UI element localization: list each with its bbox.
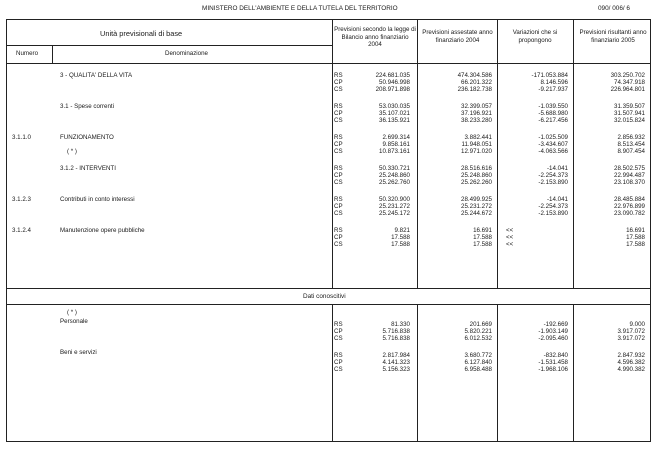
row-flag: CP (334, 110, 343, 118)
cell-variazioni: -2.095.460 (538, 335, 568, 343)
group-title: Unità previsionali di base (100, 29, 183, 38)
dati-title: Dati conoscitivi (303, 293, 346, 300)
cell-previsioni-2005: 31.507.941 (614, 110, 645, 118)
cell-previsioni-bilancio: 5.156.323 (382, 366, 410, 374)
cell-previsioni-2005: 17.588 (626, 234, 645, 242)
cell-variazioni: -6.217.456 (538, 117, 568, 125)
cell-variazioni: << (506, 234, 514, 242)
row-label: Contributi in conto interessi (60, 196, 135, 203)
cell-previsioni-bilancio: 25.262.760 (379, 179, 410, 187)
cell-variazioni: -2.153.890 (538, 210, 568, 218)
row-flag: CP (334, 79, 343, 87)
col2-rule-2 (417, 304, 418, 442)
row-number: 3.1.2.3 (12, 196, 31, 203)
row-label: FUNZIONAMENTO (60, 134, 114, 141)
cell-previsioni-2005: 303.250.702 (610, 72, 645, 79)
cell-previsioni-2005: 23.090.782 (614, 210, 645, 218)
cell-previsioni-assestate: 66.201.322 (461, 79, 492, 87)
row-flag: RS (334, 321, 343, 328)
col-header-variazioni: Variazioni che si propongono (512, 29, 558, 44)
col4-rule-2 (573, 304, 574, 442)
dati-bottom-rule (6, 304, 651, 305)
row-flag: CS (334, 148, 343, 156)
cell-variazioni: 8.146.596 (540, 79, 568, 87)
cell-previsioni-2005: 22.976.899 (614, 203, 645, 211)
cell-previsioni-bilancio: 50.320.900 (379, 196, 410, 203)
cell-previsioni-bilancio: 224.681.035 (375, 72, 410, 79)
numero-col-rule (52, 45, 53, 63)
row-flag: CP (334, 359, 343, 367)
cell-previsioni-2005: 16.691 (626, 227, 645, 234)
cell-previsioni-assestate: 32.399.057 (461, 103, 492, 110)
col-numero: Numero (16, 50, 39, 57)
row-label: 3.1.2 - INTERVENTI (60, 165, 116, 172)
cell-variazioni: -14.041 (547, 165, 568, 172)
col-header-previsioni-bilancio: Previsioni secondo la legge di Bilancio anno finanziario 2004 (334, 26, 416, 49)
header-subrule (6, 45, 332, 46)
flag-col-rule-2 (332, 304, 333, 442)
row-flag: RS (334, 103, 343, 110)
cell-previsioni-bilancio: 50.330.721 (379, 165, 410, 172)
cell-previsioni-2005: 8.513.454 (617, 141, 645, 149)
cell-previsioni-assestate: 38.233.280 (461, 117, 492, 125)
row-flag: CP (334, 141, 343, 149)
cell-previsioni-bilancio: 10.873.161 (379, 148, 410, 156)
cell-previsioni-assestate: 28.499.925 (461, 196, 492, 203)
cell-variazioni: << (506, 241, 514, 249)
ministry-title: MINISTERO DELL'AMBIENTE E DELLA TUTELA DEL TERRITORIO (202, 5, 398, 12)
cell-previsioni-bilancio: 53.030.035 (379, 103, 410, 110)
row-flag: RS (334, 134, 343, 141)
row-flag: RS (334, 352, 343, 359)
cell-variazioni: -832.840 (543, 352, 568, 359)
cell-previsioni-assestate: 6.958.488 (464, 366, 492, 374)
cell-previsioni-bilancio: 4.141.323 (382, 359, 410, 367)
cell-previsioni-bilancio: 25.231.272 (379, 203, 410, 211)
row-flag: RS (334, 72, 343, 79)
flag-col-rule (332, 19, 333, 288)
col-header-previsioni-assestate: Previsioni assestate anno finanziario 2004 (422, 29, 493, 44)
row-flag: RS (334, 196, 343, 203)
cell-previsioni-2005: 4.596.382 (617, 359, 645, 367)
cell-previsioni-assestate: 25.262.260 (461, 179, 492, 187)
cell-previsioni-assestate: 5.820.221 (464, 328, 492, 336)
col3-rule-2 (497, 304, 498, 442)
cell-previsioni-bilancio: 36.135.921 (379, 117, 410, 125)
cell-previsioni-assestate: 25.244.672 (461, 210, 492, 218)
cell-previsioni-2005: 3.917.072 (617, 328, 645, 336)
cell-previsioni-2005: 74.347.918 (614, 79, 645, 87)
row-number: 3.1.2.4 (12, 227, 31, 234)
col4-rule (573, 19, 574, 288)
cell-previsioni-2005: 28.502.575 (614, 165, 645, 172)
cell-variazioni: -1.025.509 (538, 134, 568, 141)
col-header-previsioni-2005: Previsioni risultanti anno finanziario 2005 (579, 29, 647, 44)
dati-row-label: Beni e servizi (60, 349, 97, 356)
row-flag: CP (334, 234, 343, 242)
row-label: Manutenzione opere pubbliche (60, 227, 145, 234)
cell-previsioni-bilancio: 2.817.984 (382, 352, 410, 359)
row-label: 3 - QUALITA' DELLA VITA (60, 72, 133, 79)
cell-previsioni-2005: 2.856.932 (617, 134, 645, 141)
row-flag: CS (334, 241, 343, 249)
cell-previsioni-bilancio: 5.716.838 (382, 328, 410, 336)
cell-previsioni-assestate: 201.669 (469, 321, 492, 328)
row-flag: CS (334, 210, 343, 218)
cell-previsioni-2005: 23.108.370 (614, 179, 645, 187)
cell-variazioni: -5.688.980 (538, 110, 568, 118)
row-sublabel: ( * ) (67, 148, 77, 155)
row-flag: CS (334, 86, 343, 94)
cell-variazioni: -2.254.373 (538, 172, 568, 180)
cell-previsioni-bilancio: 50.946.998 (379, 79, 410, 87)
cell-variazioni: -192.669 (543, 321, 568, 328)
cell-previsioni-assestate: 11.948.051 (461, 141, 492, 149)
row-flag: CP (334, 203, 343, 211)
cell-variazioni: -1.968.106 (538, 366, 568, 374)
col2-rule (417, 19, 418, 288)
cell-previsioni-bilancio: 81.330 (391, 321, 410, 328)
cell-variazioni: -1.039.550 (538, 103, 568, 110)
row-flag: RS (334, 165, 343, 172)
cell-previsioni-2005: 17.588 (626, 241, 645, 249)
row-flag: CS (334, 335, 343, 343)
cell-previsioni-bilancio: 17.588 (391, 241, 410, 249)
dati-note: ( * ) (67, 309, 77, 316)
cell-variazioni: -2.153.890 (538, 179, 568, 187)
row-flag: CS (334, 366, 343, 374)
cell-previsioni-2005: 4.990.382 (617, 366, 645, 374)
cell-variazioni: -171.053.884 (531, 72, 568, 79)
cell-previsioni-bilancio: 9.858.161 (382, 141, 410, 149)
cell-previsioni-bilancio: 25.248.860 (379, 172, 410, 180)
cell-previsioni-bilancio: 2.699.314 (382, 134, 410, 141)
cell-previsioni-bilancio: 17.588 (391, 234, 410, 242)
col-denominazione: Denominazione (165, 50, 208, 57)
cell-previsioni-assestate: 17.588 (473, 234, 492, 242)
cell-previsioni-assestate: 6.012.532 (464, 335, 492, 343)
cell-previsioni-2005: 32.015.824 (614, 117, 645, 125)
cell-previsioni-assestate: 17.588 (473, 241, 492, 249)
col3-rule (497, 19, 498, 288)
cell-previsioni-bilancio: 25.245.172 (379, 210, 410, 218)
cell-previsioni-2005: 2.847.932 (617, 352, 645, 359)
row-flag: CP (334, 172, 343, 180)
row-flag: CP (334, 328, 343, 336)
header-bottom-rule (6, 63, 651, 64)
cell-variazioni: -1.903.149 (538, 328, 568, 336)
cell-previsioni-assestate: 25.231.272 (461, 203, 492, 211)
cell-previsioni-bilancio: 208.971.898 (375, 86, 410, 94)
cell-previsioni-assestate: 3.680.772 (464, 352, 492, 359)
page-code: 090/ 006/ 6 (598, 5, 630, 12)
cell-previsioni-assestate: 25.248.860 (461, 172, 492, 180)
cell-previsioni-2005: 9.000 (629, 321, 645, 328)
cell-variazioni: -3.434.607 (538, 141, 568, 149)
cell-previsioni-2005: 22.994.487 (614, 172, 645, 180)
cell-previsioni-assestate: 3.882.441 (464, 134, 492, 141)
dati-row-label: Personale (60, 318, 88, 325)
cell-variazioni: -9.217.937 (538, 86, 568, 94)
cell-previsioni-assestate: 16.691 (473, 227, 492, 234)
row-flag: CS (334, 117, 343, 125)
cell-previsioni-assestate: 37.196.921 (461, 110, 492, 118)
cell-previsioni-2005: 3.917.072 (617, 335, 645, 343)
cell-previsioni-assestate: 12.971.020 (461, 148, 492, 156)
cell-previsioni-2005: 226.964.801 (610, 86, 645, 94)
cell-previsioni-assestate: 474.304.586 (457, 72, 492, 79)
cell-variazioni: -4.063.566 (538, 148, 568, 156)
row-flag: CS (334, 179, 343, 187)
cell-previsioni-2005: 31.359.507 (614, 103, 645, 110)
row-flag: RS (334, 227, 343, 234)
row-label: 3.1 - Spese correnti (60, 103, 114, 110)
cell-variazioni: -2.254.373 (538, 203, 568, 211)
cell-previsioni-assestate: 28.516.616 (461, 165, 492, 172)
cell-previsioni-assestate: 236.182.738 (457, 86, 492, 94)
cell-previsioni-bilancio: 9.821 (394, 227, 410, 234)
dati-top-rule (6, 288, 651, 289)
row-number: 3.1.1.0 (12, 134, 31, 141)
cell-variazioni: -1.531.458 (538, 359, 568, 367)
cell-previsioni-bilancio: 35.107.021 (379, 110, 410, 118)
cell-previsioni-assestate: 6.127.840 (464, 359, 492, 367)
cell-variazioni: -14.041 (547, 196, 568, 203)
cell-previsioni-2005: 8.907.454 (617, 148, 645, 156)
cell-previsioni-2005: 28.485.884 (614, 196, 645, 203)
cell-variazioni: << (506, 227, 514, 234)
cell-previsioni-bilancio: 5.716.838 (382, 335, 410, 343)
